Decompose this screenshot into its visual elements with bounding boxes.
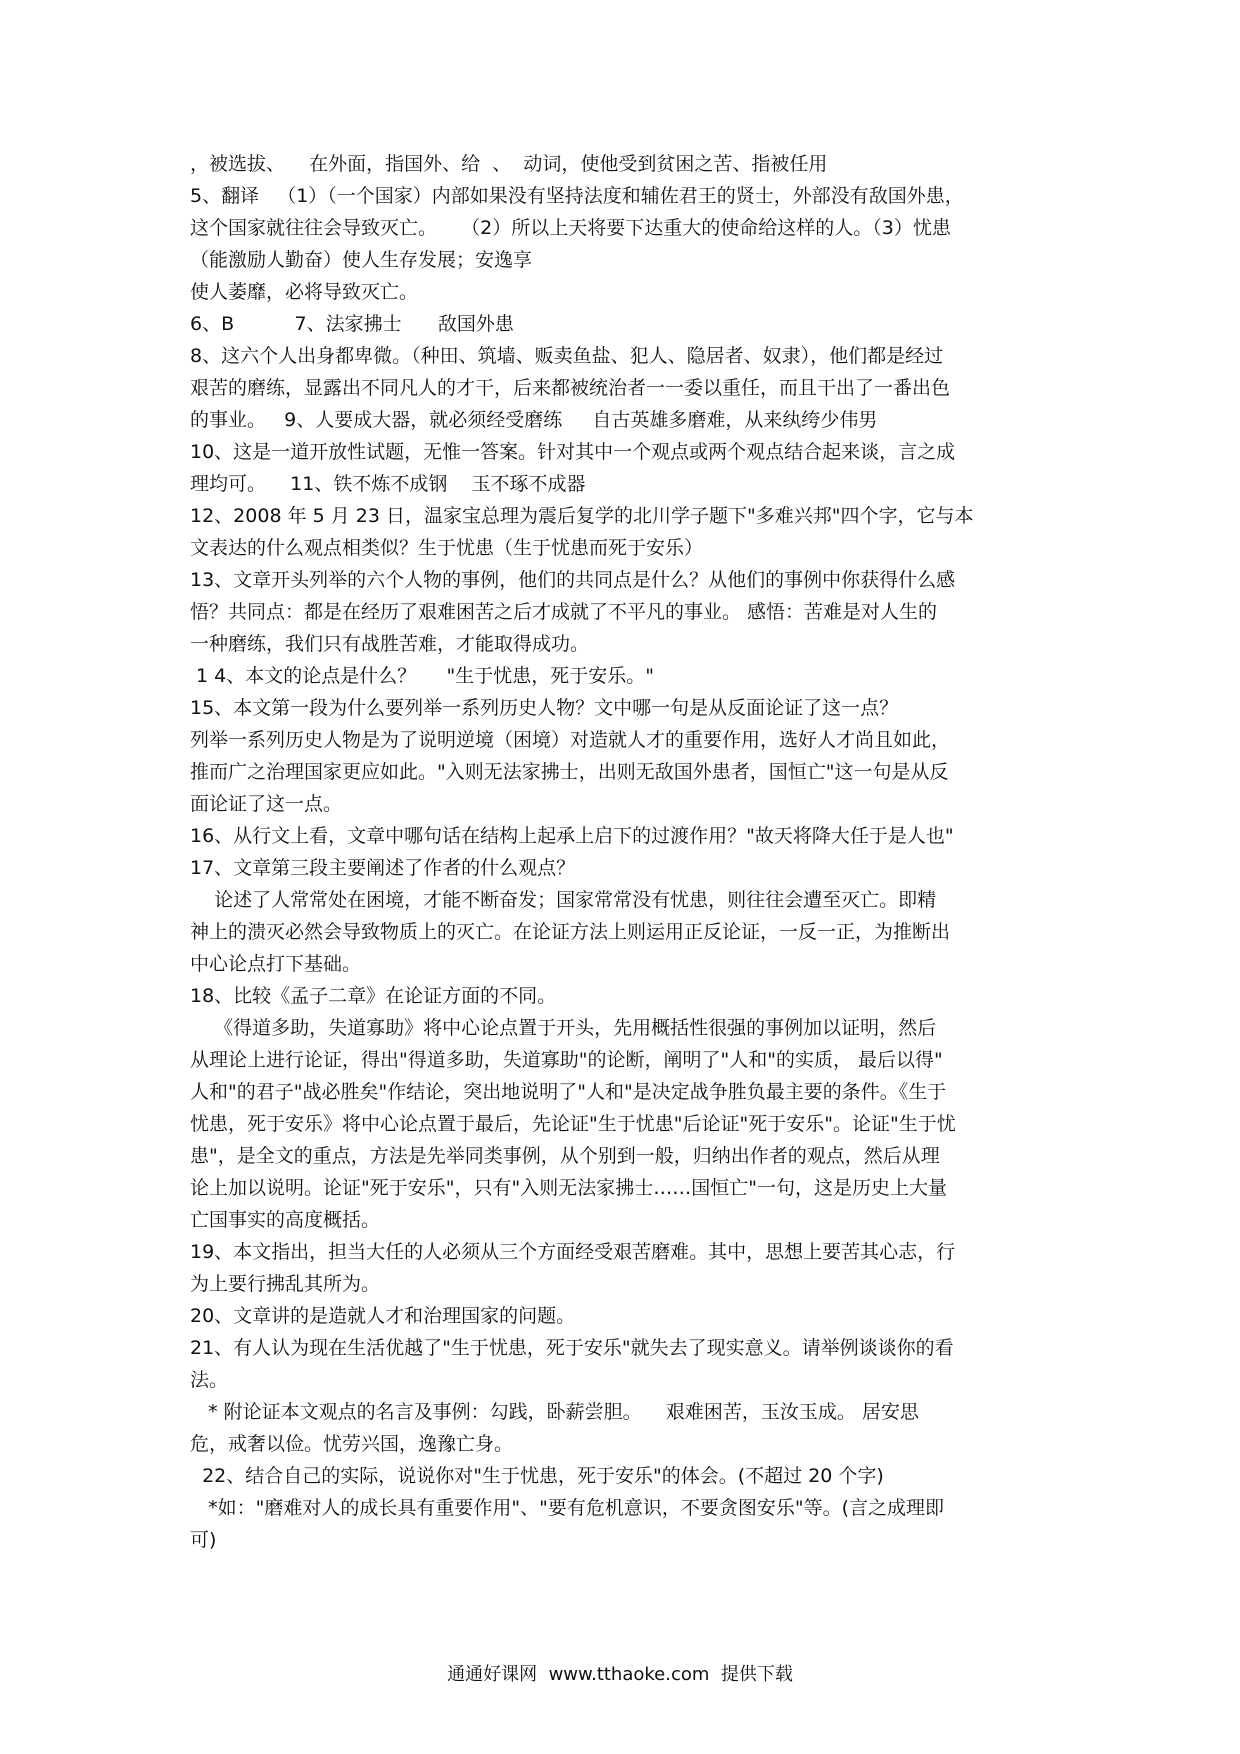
answer-text-body — [190, 148, 1060, 1556]
text-line: *如："磨难对人的成长具有重要作用"、"要有危机意识，不要贪图安乐"等。(言之成理即 — [190, 1497, 944, 1519]
text-line: 论述了人常常处在困境，才能不断奋发；国家常常没有忧患，则往往会遭至灭亡。即精 — [190, 889, 937, 911]
text-line: 1 4、本文的论点是什么？ "生于忧患，死于安乐。" — [190, 665, 654, 687]
text-line: 神上的溃灭必然会导致物质上的灭亡。在论证方法上则运用正反论证，一反一正，为推断出 — [190, 921, 951, 943]
text-line: 这个国家就往往会导致灭亡。 （2）所以上天将要下达重大的使命给这样的人。（3）忧患 — [190, 217, 951, 239]
text-line: 使人萎靡，必将导致灭亡。 — [190, 281, 419, 303]
text-line: 21、有人认为现在生活优越了"生于忧患，死于安乐"就失去了现实意义。请举例谈谈你的看 — [190, 1337, 954, 1359]
text-line: 13、文章开头列举的六个人物的事例，他们的共同点是什么？从他们的事例中你获得什么感 — [190, 569, 956, 591]
text-line: 5、翻译 （1）（一个国家）内部如果没有坚持法度和辅佐君王的贤士，外部没有敌国外患， — [190, 185, 964, 207]
text-line: （能激励人勤奋）使人生存发展；安逸享 — [190, 249, 533, 271]
text-line: 20、文章讲的是造就人才和治理国家的问题。 — [190, 1305, 576, 1327]
text-line: 人和"的君子"战必胜矣"作结论，突出地说明了"人和"是决定战争胜负最主要的条件。《生于 — [190, 1081, 947, 1103]
text-line: 理均可。 11、铁不炼不成钢 玉不琢不成器 — [190, 473, 586, 495]
text-line: 10、这是一道开放性试题，无惟一答案。针对其中一个观点或两个观点结合起来谈，言之成 — [190, 441, 956, 463]
text-line: 17、文章第三段主要阐述了作者的什么观点？ — [190, 857, 576, 879]
text-line: 的事业。 9、人要成大器，就必须经受磨练 自古英雄多磨难，从来纨绔少伟男 — [190, 409, 878, 431]
text-line: ，被选拔、 在外面，指国外、给 、 动词，使他受到贫困之苦、指被任用 — [190, 153, 828, 175]
text-line: 19、本文指出，担当大任的人必须从三个方面经受艰苦磨难。其中，思想上要苦其心志，行 — [190, 1241, 956, 1263]
text-line: 22、结合自己的实际，说说你对"生于忧患，死于安乐"的体会。(不超过 20 个字) — [190, 1465, 884, 1487]
text-line: 亡国事实的高度概括。 — [190, 1209, 381, 1231]
text-line: 可) — [190, 1529, 217, 1551]
text-line: 从理论上进行论证，得出"得道多助，失道寡助"的论断，阐明了"人和"的实质， 最后以得" — [190, 1049, 943, 1071]
text-line: 悟？共同点：都是在经历了艰难困苦之后才成就了不平凡的事业。 感悟：苦难是对人生的 — [190, 601, 938, 623]
text-line: 文表达的什么观点相类似？生于忧患（生于忧患而死于安乐） — [190, 537, 704, 559]
text-line: 危，戒奢以俭。忧劳兴国，逸豫亡身。 — [190, 1433, 514, 1455]
text-line: 18、比较《孟子二章》在论证方面的不同。 — [190, 985, 557, 1007]
text-line: 8、这六个人出身都卑微。（种田、筑墙、贩卖鱼盐、犯人、隐居者、奴隶），他们都是经过 — [190, 345, 944, 367]
text-line: 12、2008 年 5 月 23 日，温家宝总理为震后复学的北川学子题下"多难兴邦"四个字，它与本 — [190, 505, 974, 527]
text-line: 为上要行拂乱其所为。 — [190, 1273, 381, 1295]
text-line: 艰苦的磨练，显露出不同凡人的才干，后来都被统治者一一委以重任，而且干出了一番出色 — [190, 377, 951, 399]
text-line: 推而广之治理国家更应如此。"入则无法家拂士，出则无敌国外患者，国恒亡"这一句是从反 — [190, 761, 949, 783]
text-line: 列举一系列历史人物是为了说明逆境（困境）对造就人才的重要作用，选好人才尚且如此， — [190, 729, 951, 751]
text-line: 法。 — [190, 1369, 229, 1391]
text-line: 面论证了这一点。 — [190, 793, 343, 815]
footer-credit: 通通好课网 www.tthaoke.com 提供下载 — [447, 1664, 793, 1685]
text-line: 论上加以说明。论证"死于安乐"，只有"入则无法家拂士……国恒亡"一句，这是历史上大量 — [190, 1177, 947, 1199]
text-line: 15、本文第一段为什么要列举一系列历史人物？文中哪一句是从反面论证了这一点？ — [190, 697, 899, 719]
text-line: 《得道多助，失道寡助》将中心论点置于开头，先用概括性很强的事例加以证明，然后 — [190, 1017, 937, 1039]
text-line: 一种磨练，我们只有战胜苦难，才能取得成功。 — [190, 633, 590, 655]
text-line: * 附论证本文观点的名言及事例：勾践，卧薪尝胆。 艰难困苦，玉汝玉成。 居安思 — [190, 1401, 919, 1423]
text-line: 6、B 7、法家拂士 敌国外患 — [190, 313, 514, 335]
text-line: 忧患，死于安乐》将中心论点置于最后，先论证"生于忧患"后论证"死于安乐"。论证"生于忧 — [190, 1113, 956, 1135]
text-line: 16、从行文上看，文章中哪句话在结构上起承上启下的过渡作用？"故天将降大任于是人也" — [190, 825, 954, 847]
text-line: 患"，是全文的重点，方法是先举同类事例，从个别到一般，归纳出作者的观点，然后从理 — [190, 1145, 940, 1167]
text-line: 中心论点打下基础。 — [190, 953, 362, 975]
